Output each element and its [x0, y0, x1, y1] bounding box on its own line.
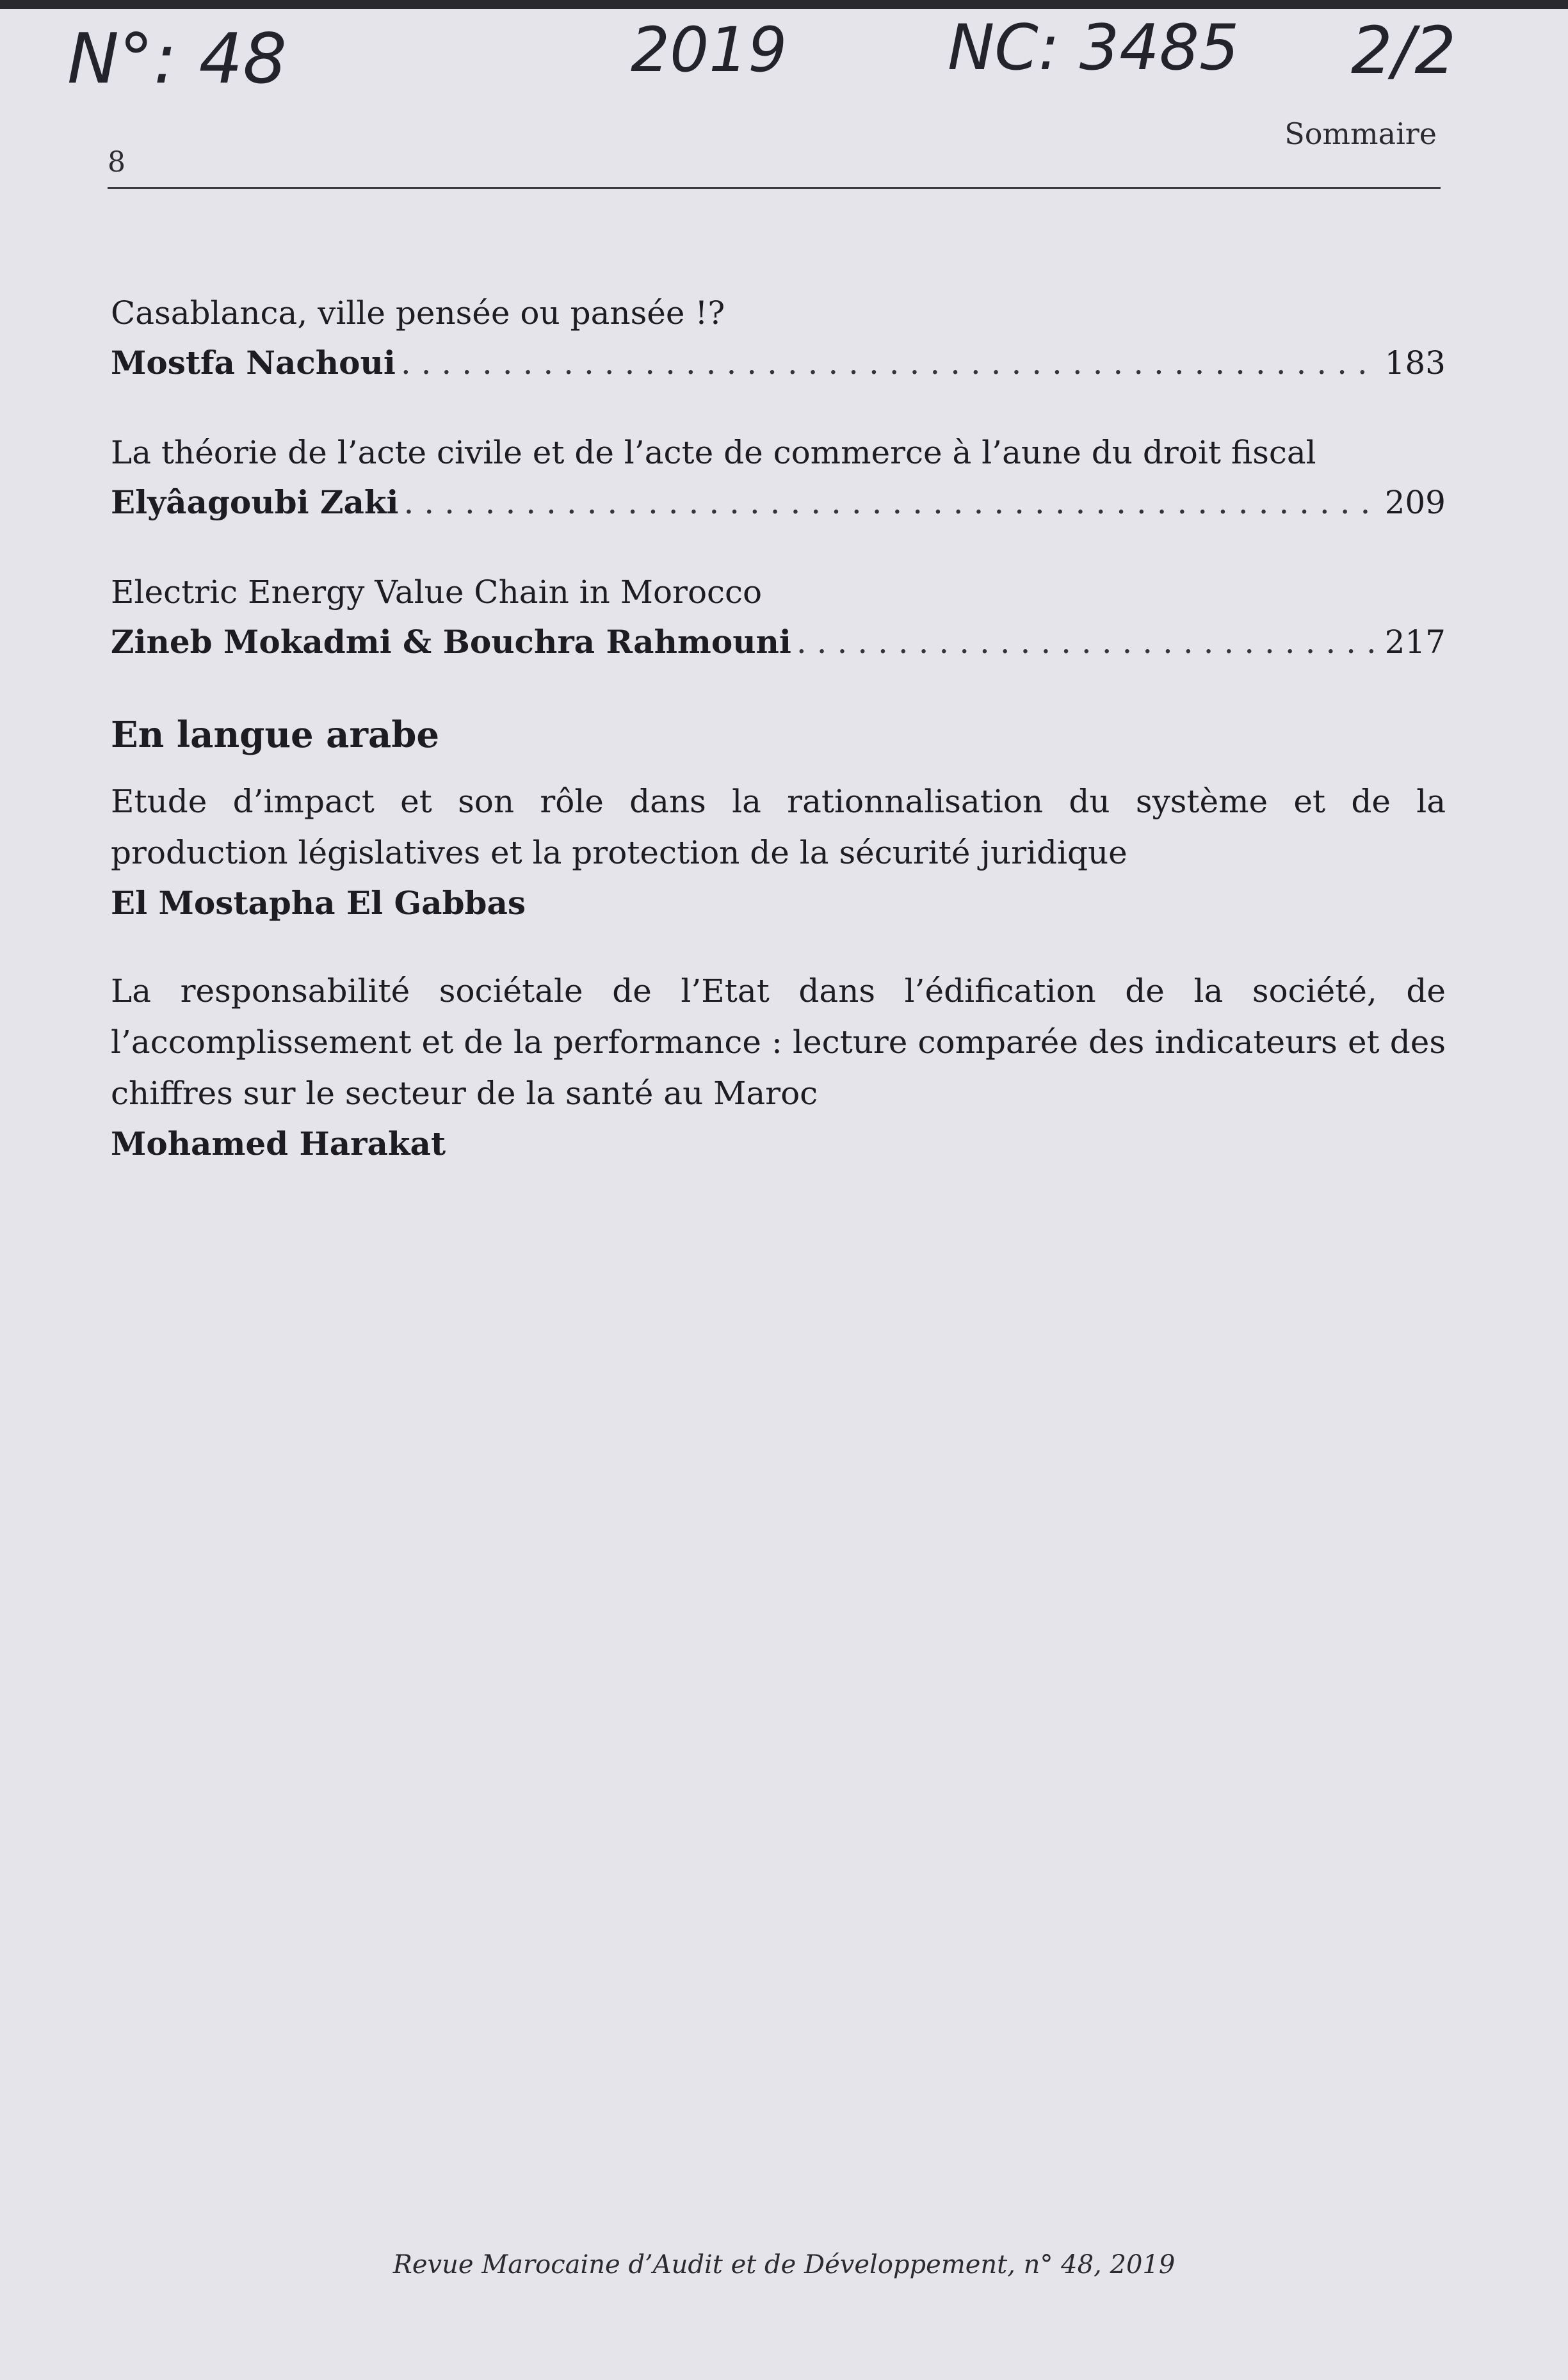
dot-leader: [401, 338, 1380, 388]
dot-leader: [404, 478, 1380, 527]
header-rule: [108, 187, 1441, 189]
toc-entry: [111, 288, 1446, 388]
toc-entry-title: Casablanca, ville pensée ou pansée !?: [111, 294, 725, 332]
toc-entry: [111, 567, 1446, 667]
dot-leader: [796, 617, 1380, 667]
toc-entry-page: 183: [1384, 344, 1446, 382]
table-of-contents: [111, 288, 1446, 1206]
toc-entry-title: Etude d’impact et son rôle dans la rationnalisation du système et de la production législatives et la protection de la sécurité juridique: [111, 783, 1446, 871]
toc-entry-line: [111, 617, 1446, 667]
toc-entry-author: Elyâagoubi Zaki: [111, 483, 399, 521]
toc-entry-author: El Mostapha El Gabbas: [111, 884, 526, 922]
toc-entry-title: La théorie de l’acte civile et de l’acte de commerce à l’aune du droit fiscal: [111, 434, 1316, 471]
toc-entry-page: 209: [1384, 484, 1446, 521]
section-heading: En langue arabe: [111, 714, 440, 756]
handwritten-nc: NC: 3485: [948, 12, 1240, 84]
toc-entry-author: Zineb Mokadmi & Bouchra Rahmouni: [111, 623, 791, 661]
running-header: Sommaire: [1284, 117, 1437, 151]
toc-entry-page: 217: [1384, 623, 1446, 661]
toc-entry-author: Mostfa Nachoui: [111, 344, 396, 382]
handwritten-fraction: 2/2: [1351, 13, 1457, 89]
journal-footer: Revue Marocaine d’Audit et de Développement, n° 48, 2019: [392, 2250, 1176, 2279]
toc-entry-author: Mohamed Harakat: [111, 1125, 446, 1162]
toc-entry: [111, 428, 1446, 527]
scan-top-edge: [0, 0, 1568, 9]
page-number: 8: [108, 146, 125, 179]
toc-entry: [111, 965, 1446, 1169]
toc-entry: [111, 776, 1446, 928]
toc-entry-title: Electric Energy Value Chain in Morocco: [111, 574, 763, 611]
toc-entry-line: [111, 338, 1446, 388]
arabic-section: [111, 709, 1446, 1169]
handwritten-issue: N°: 48: [67, 19, 287, 99]
toc-entry-line: [111, 478, 1446, 527]
toc-entry-title: La responsabilité sociétale de l’Etat dans l’édification de la société, de l’accomplissement et de la performance : lecture comparée des indicateurs et des chiffres sur le secteur de la santé au Maroc: [111, 972, 1446, 1112]
handwritten-year: 2019: [631, 14, 788, 86]
